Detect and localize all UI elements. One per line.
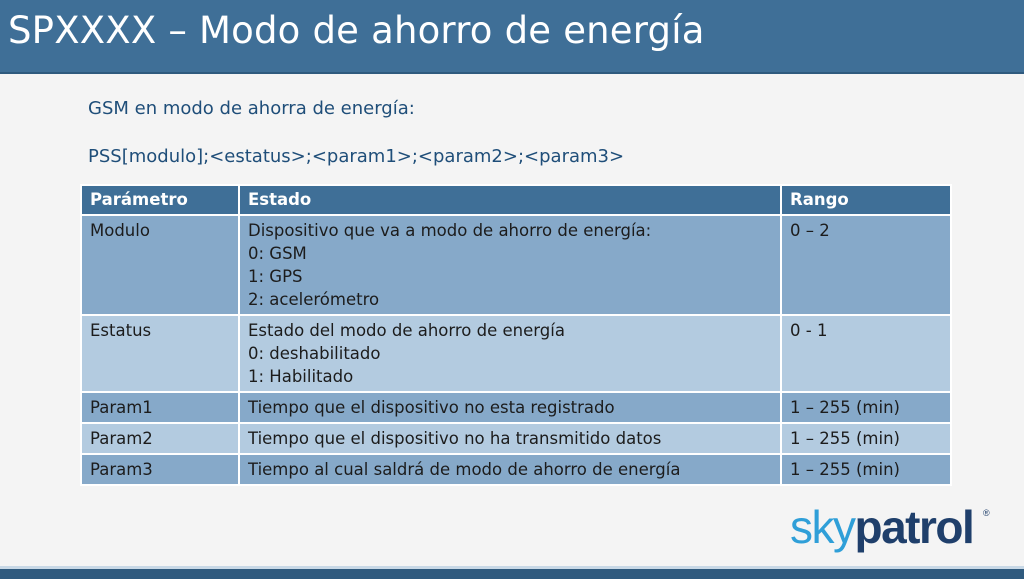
skypatrol-logo [790, 500, 989, 554]
table-header-row [81, 185, 951, 215]
parameters-table [80, 184, 952, 486]
cell-rango: 1 – 255 (min) [781, 423, 951, 454]
cell-estado [239, 215, 781, 315]
slide-subtitle: GSM en modo de ahorra de energía: [88, 98, 415, 119]
cell-estado [239, 315, 781, 392]
table-row [81, 423, 951, 454]
cell-rango: 0 - 1 [781, 315, 951, 392]
estado-line: 1: GPS [248, 267, 303, 286]
estado-line: Dispositivo que va a modo de ahorro de energía: [248, 221, 652, 240]
logo-sky-text: sky [790, 501, 855, 553]
logo-patrol-text: patrol [854, 501, 974, 553]
cell-estado [239, 423, 781, 454]
estado-line: Tiempo que el dispositivo no esta registrado [248, 398, 615, 417]
command-syntax: PSS[modulo];<estatus>;<param1>;<param2>;<param3> [88, 146, 625, 167]
estado-line: Estado del modo de ahorro de energía [248, 321, 565, 340]
registered-mark: ® [983, 508, 989, 518]
cell-estado [239, 392, 781, 423]
table-row [81, 454, 951, 485]
estado-line: 1: Habilitado [248, 367, 354, 386]
cell-estado [239, 454, 781, 485]
cell-param: Modulo [81, 215, 239, 315]
cell-param: Param3 [81, 454, 239, 485]
bottom-bar [0, 566, 1024, 579]
title-bar [0, 0, 1024, 74]
estado-line: 2: acelerómetro [248, 290, 380, 309]
estado-line: Tiempo que el dispositivo no ha transmitido datos [248, 429, 662, 448]
cell-rango: 0 – 2 [781, 215, 951, 315]
table-row [81, 392, 951, 423]
estado-line: 0: GSM [248, 244, 307, 263]
estado-line: 0: deshabilitado [248, 344, 381, 363]
cell-param: Param1 [81, 392, 239, 423]
header-rango: Rango [781, 185, 951, 215]
table-row [81, 315, 951, 392]
table-row [81, 215, 951, 315]
cell-rango: 1 – 255 (min) [781, 392, 951, 423]
estado-line: Tiempo al cual saldrá de modo de ahorro de energía [248, 460, 681, 479]
header-estado: Estado [239, 185, 781, 215]
cell-param: Param2 [81, 423, 239, 454]
slide-title: SPXXXX – Modo de ahorro de energía [8, 9, 705, 52]
header-parametro: Parámetro [81, 185, 239, 215]
cell-param: Estatus [81, 315, 239, 392]
cell-rango: 1 – 255 (min) [781, 454, 951, 485]
